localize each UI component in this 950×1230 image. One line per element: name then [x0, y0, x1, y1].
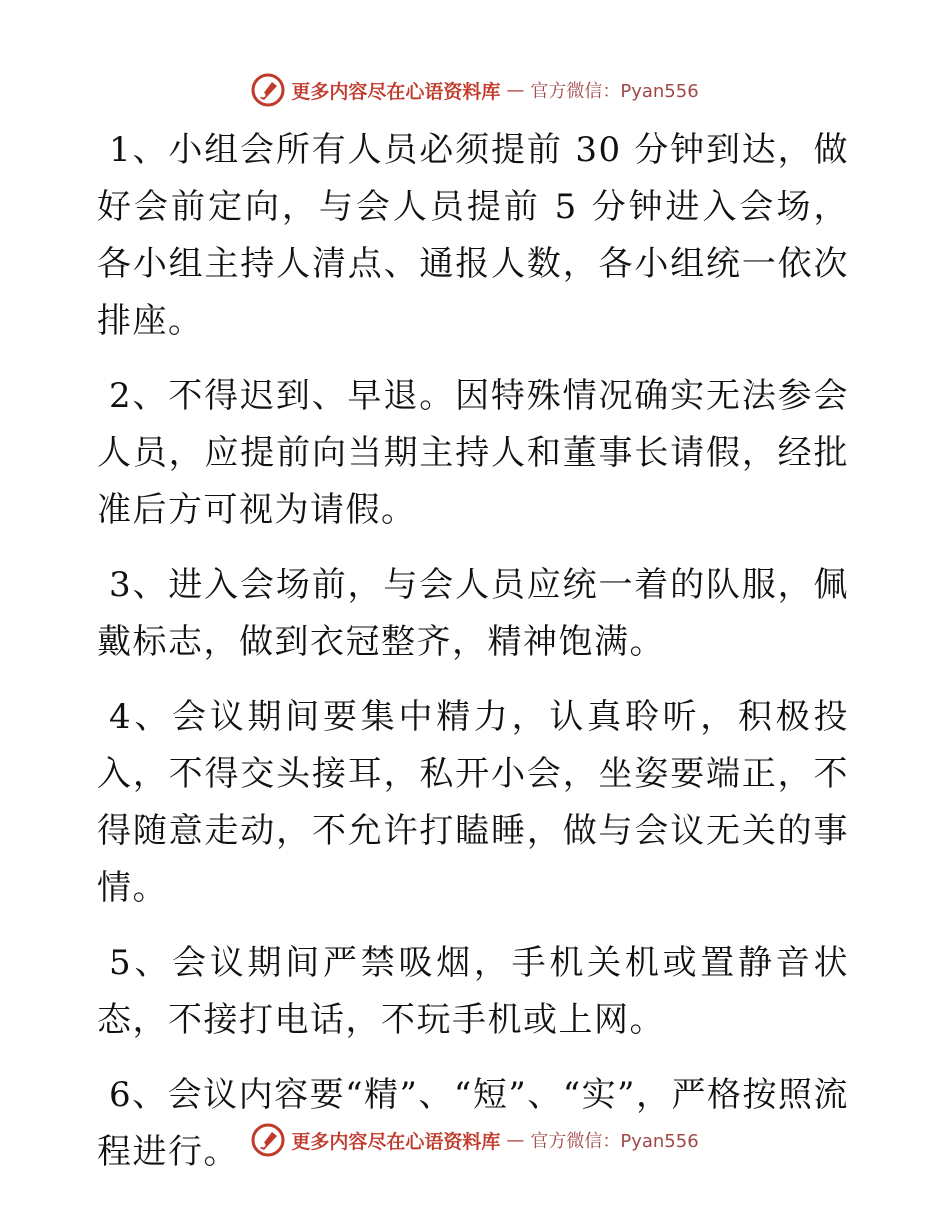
rule-number: 1、: [109, 130, 169, 170]
rule-paragraph: [97, 122, 849, 350]
rule-paragraph: [97, 935, 849, 1049]
rule-text: 不得迟到、早退。因特殊情况确实无法参会人员，应提前向当期主持人和董事长请假，经批准后方可视为请假。: [97, 376, 850, 530]
rule-text: 会议期间要集中精力，认真聆听，积极投入，不得交头接耳，私开小会，坐姿要端正，不得随意走动，不允许打瞌睡，做与会议无关的事情。: [97, 697, 849, 908]
footer-dash: —: [506, 1129, 525, 1151]
rule-text: 小组会所有人员必须提前 30 分钟到达，做好会前定向，与会人员提前 5 分钟进入会场，各小组主持人清点、通报人数，各小组统一依次排座。: [97, 130, 849, 341]
footer-brand-text: 更多内容尽在心语资料库: [291, 1130, 501, 1153]
rules-list: [97, 122, 849, 1199]
rule-text: 会议内容要“精”、“短”、“实”，严格按照流程进行。: [97, 1075, 849, 1172]
rule-number: 3、: [109, 565, 169, 605]
footer-banner: [0, 1120, 950, 1160]
rule-number: 4、: [109, 697, 173, 737]
header-wechat-text: 官方微信：Pyan556: [530, 81, 699, 102]
pen-nib-logo-icon: [251, 73, 285, 107]
rule-paragraph: [97, 557, 849, 671]
rule-paragraph: [97, 689, 849, 917]
rule-text: 进入会场前，与会人员应统一着的队服，佩戴标志，做到衣冠整齐，精神饱满。: [97, 565, 850, 662]
rule-number: 6、: [109, 1075, 168, 1115]
footer-wechat-text: 官方微信：Pyan556: [530, 1131, 699, 1152]
header-dash: —: [506, 79, 525, 101]
rule-text: 会议期间严禁吸烟，手机关机或置静音状态，不接打电话，不玩手机或上网。: [97, 943, 849, 1040]
header-brand-text: 更多内容尽在心语资料库: [291, 80, 501, 103]
rule-number: 2、: [109, 376, 169, 416]
rule-paragraph: [97, 368, 849, 539]
header-banner: [0, 70, 950, 110]
rule-number: 5、: [109, 943, 173, 983]
pen-nib-logo-icon: [251, 1123, 285, 1157]
